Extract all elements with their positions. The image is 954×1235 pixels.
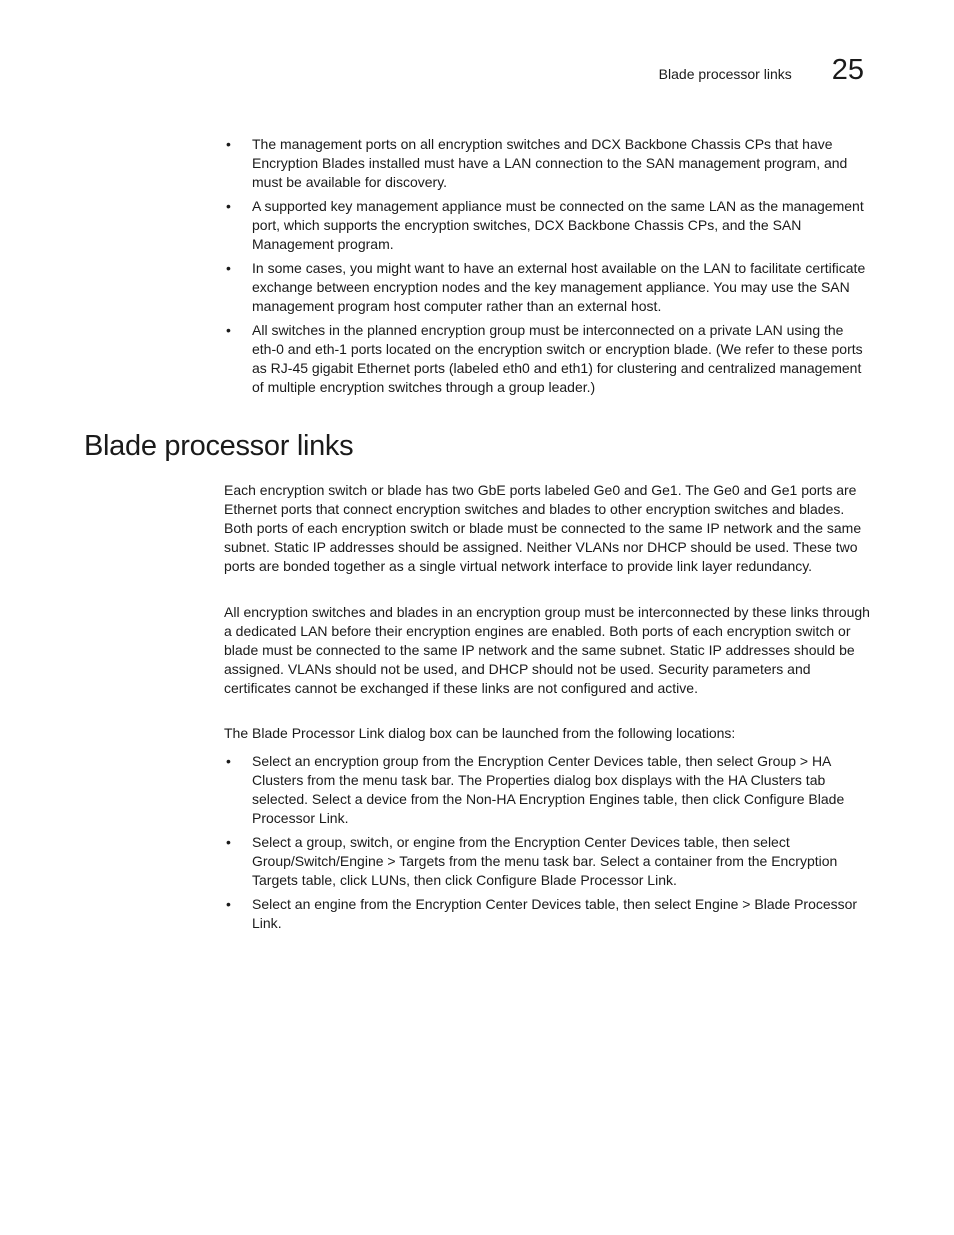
ui-term: Group/Switch/Engine > Targets (252, 853, 446, 869)
text-run: Select an engine from the (252, 896, 416, 912)
text-run: table, then select (581, 896, 695, 912)
ui-term: Non-HA Encryption Engines (466, 791, 640, 807)
list-item: • The management ports on all encryption switches and DCX Backbone Chassis CPs that have Encryption Blades installed must have a LAN connection to the SAN management program, and must be available for discovery. (226, 135, 870, 192)
list-item (226, 752, 870, 828)
text-run: . (673, 872, 677, 888)
ui-term: Encryption Center Devices (514, 834, 680, 850)
paragraph-interconnect: All encryption switches and blades in an encryption group must be interconnected by these links through a dedicated LAN before their encryption engines are enabled. Both ports of each encryption switch or blade must be connected to the same IP network and the same subnet. Static IP addresses should be assigned. VLANs should not be used, and DHCP should not be used. Security parameters and certificates cannot be exchanged if these links are not configured and active. (224, 604, 870, 696)
list-item: • All switches in the planned encryption group must be interconnected on a private LAN using the eth-0 and eth-1 ports located on the encryption switch or encryption blade. (We refer to these ports as RJ-45 gigabit Ethernet ports (labeled eth0 and eth1) for clustering and centralized management of multiple encryption switches through a group leader.) (226, 321, 870, 397)
text-run: dialog box can be launched from the following locations: (384, 725, 736, 741)
chapter-number: 25 (831, 54, 864, 86)
list-item (226, 895, 870, 933)
text-run: table, then select (643, 753, 758, 769)
list-item (226, 833, 870, 890)
page-header (659, 54, 864, 87)
list-item: • In some cases, you might want to have an external host available on the LAN to facilitate certificate exchange between encryption nodes and the key management appliance. You may use the SAN management program host computer rather than an external host. (226, 259, 870, 316)
text-run: table, then click (639, 791, 744, 807)
ui-term: Engine > Blade Processor Link (252, 896, 858, 931)
section-heading: Blade processor links (84, 430, 354, 462)
ui-term: Properties (485, 772, 550, 788)
paragraph-ge-ports: Each encryption switch or blade has two GbE ports labeled Ge0 and Ge1. The Ge0 and Ge1 ports are Ethernet ports that connect encryption switches and blades to other encryption switches and blades. Both ports of each encryption switch or blade must be connected to the same IP network and the same subnet. Static IP addresses should be assigned. Neither VLANs nor DHCP should be used. These two ports are bonded together as a single virtual network interface to provide link layer redundancy. (224, 482, 862, 574)
text-run: from the menu task bar. The (303, 772, 486, 788)
text-run: table, then select (680, 834, 790, 850)
ui-term: Group > HA Clusters (252, 753, 831, 788)
text-run: Select a group, switch, or engine from the (252, 834, 515, 850)
ui-term: Encryption Targets (252, 853, 838, 888)
ui-term: LUNs (371, 872, 407, 888)
text-run: tab selected. Select a device from the (252, 772, 826, 807)
launch-locations-list (226, 752, 870, 938)
ui-term: Encryption Center Devices (477, 753, 644, 769)
text-run: The (224, 725, 253, 741)
list-item: • A supported key management appliance must be connected on the same LAN as the management port, which supports the encryption switches, DCX Backbone Chassis CPs, and the SAN Management program. (226, 197, 870, 254)
text-run: . (277, 915, 282, 931)
running-header-title: Blade processor links (658, 66, 792, 82)
paragraph-launch-locations (224, 724, 870, 743)
text-run: , then click (406, 872, 477, 888)
text-run: table, click (297, 872, 372, 888)
text-run: dialog box displays with the (549, 772, 728, 788)
ui-term: Blade Processor Link (252, 725, 385, 741)
ui-term: HA Clusters (728, 772, 802, 788)
text-run: Select an encryption group from the (252, 753, 478, 769)
requirements-list (226, 135, 870, 402)
text-run: from the menu task bar. Select a container from the (445, 853, 772, 869)
ui-term: Configure Blade Processor Link (252, 791, 845, 826)
ui-term: Encryption Center Devices (415, 896, 582, 912)
text-run: . (344, 810, 349, 826)
ui-term: Configure Blade Processor Link (476, 872, 673, 888)
